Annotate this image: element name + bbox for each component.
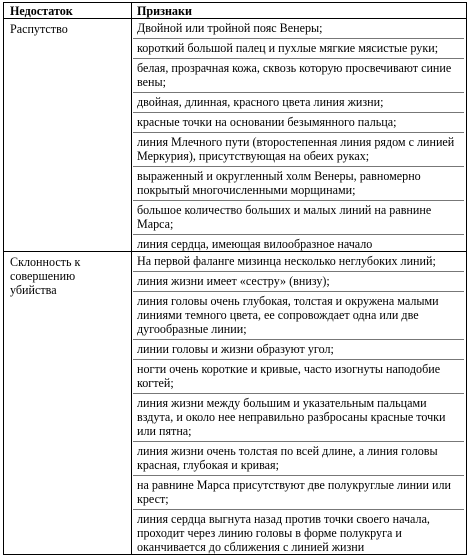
signs-list [133, 19, 464, 254]
vices-signs-table [3, 2, 467, 555]
sign-cell: на равнине Марса присутствуют две полукруглые линии или крест; [133, 476, 464, 510]
sign-cell: Двойной или тройной пояс Венеры; [133, 19, 464, 39]
sign-cell: линия Млечного пути (второстепенная линия рядом с линией Меркурия), присутствующая на обеих руках; [133, 133, 464, 167]
sign-cell: линия головы очень глубокая, толстая и окружена малыми линиями темного цвета, ее сопровождает одна или две дугообразные линии; [133, 292, 464, 340]
header-vice: Недостаток [10, 4, 73, 18]
sign-cell: линии головы и жизни образуют угол; [133, 340, 464, 360]
vice-name: Склонность к совершению убийства [10, 255, 81, 297]
sign-cell: красные точки на основании безымянного пальца; [133, 113, 464, 133]
vice-name: Распутство [10, 22, 68, 36]
sign-cell: белая, прозрачная кожа, сквозь которую просвечивают синие вены; [133, 59, 464, 93]
header-signs: Признаки [137, 4, 192, 18]
sign-cell: ногти очень короткие и кривые, часто изогнуты наподобие когтей; [133, 360, 464, 394]
sign-cell: На первой фаланге мизинца несколько неглубоких линий; [133, 252, 464, 272]
sign-cell: линия жизни имеет «сестру» (внизу); [133, 272, 464, 292]
sign-cell: большое количество больших и малых линий на равнине Марса; [133, 201, 464, 235]
sign-cell: короткий большой палец и пухлые мягкие мясистые руки; [133, 39, 464, 59]
signs-list [133, 252, 464, 557]
sign-cell: линия жизни между большим и указательным пальцами вздута, и около нее неправильно разбросаны красные точки или пятна; [133, 394, 464, 442]
sign-cell: двойная, длинная, красного цвета линия жизни; [133, 93, 464, 113]
sign-cell: линия сердца, имеющая вилообразное начало [137, 237, 373, 251]
sign-cell: линия сердца выгнута назад против точки своего начала, проходит через линию головы в форме полукруга и оканчивается до сближения с линией жизни [137, 512, 430, 554]
column-divider [131, 3, 132, 554]
sign-cell: линия жизни очень толстая по всей длине, а линия головы красная, глубокая и кривая; [133, 442, 464, 476]
sign-cell: выраженный и округленный холм Венеры, равномерно покрытый многочисленными морщинами; [133, 167, 464, 201]
